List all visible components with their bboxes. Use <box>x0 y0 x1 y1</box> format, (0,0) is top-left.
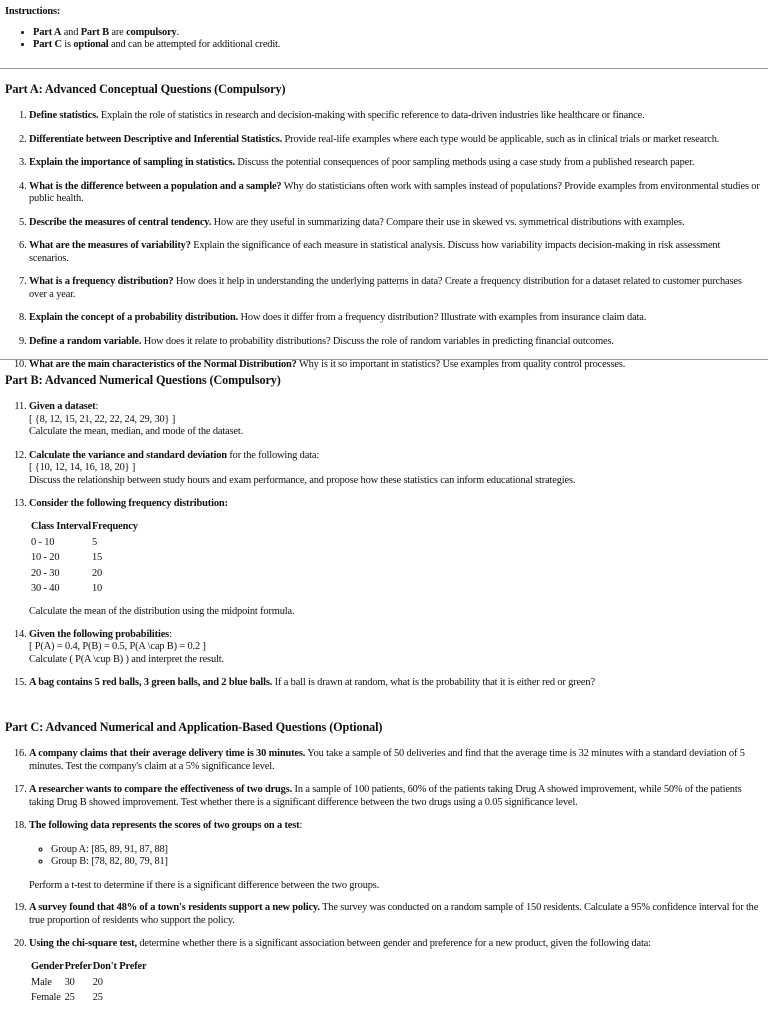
question-item: 13. Consider the following frequency distribution: Class Interval Frequency 0 - 10 5 10 - 20 15 20 - 30 20 30 - 40 10 Calculate the mean of the distribution using the midpoint formula. <box>29 498 762 619</box>
dataset-text: [ {10, 12, 14, 16, 18, 20} ] <box>29 462 136 473</box>
instruction-item: • Part C is optional and can be attempted for additional credit. <box>33 39 745 52</box>
part-b-title: Part B: Advanced Numerical Questions (Compulsory) <box>5 373 281 387</box>
question-item: 14. Given the following probabilities: [ P(A) = 0.4, P(B) = 0.5, P(A \cap B) = 0.2 ] Calculate ( P(A \cup B) ) and interpret the result. <box>29 629 762 667</box>
dataset-text: [ {8, 12, 15, 21, 22, 22, 24, 29, 30} ] <box>29 413 176 425</box>
question-item: 4. What is the difference between a population and a sample? Why do statisticians often work with samples instead of populations? Provide examples from environmental studies or public health. <box>29 181 762 206</box>
table-header: Frequency <box>91 521 138 532</box>
question-item: 16. A company claims that their average delivery time is 30 minutes. You take a sample of 50 deliveries and find that the average time is 32 minutes with a standard deviation of 5 minutes. Test the company's claim at a 5% significance level. <box>29 748 762 773</box>
question-item: 9. Define a random variable. How does it relate to probability distributions? Discuss the role of random variables in predicting financial outcomes. <box>29 336 762 349</box>
part-b-questions <box>5 401 762 690</box>
list-item: ◦ Group A: [85, 89, 91, 87, 88] <box>51 844 762 857</box>
table-header: Prefer <box>64 961 92 972</box>
question-item: 5. Describe the measures of central tendency. How are they useful in summarizing data? Compare their use in skewed vs. symmetrical distributions with examples. <box>29 217 762 230</box>
question-item: 12. Calculate the variance and standard deviation for the following data: [ {10, 12, 14, 16, 18, 20} ] Discuss the relationship between study hours and exam performance, and propose how these statistics can inform educational strategies. <box>29 450 762 488</box>
divider <box>0 68 768 69</box>
contingency-table <box>31 960 147 1007</box>
question-item: 17. A researcher wants to compare the effectiveness of two drugs. In a sample of 100 patients, 60% of the patients taking Drug A showed improvement, while 50% of the patients taking Drug B showed improvement. Test whether there is a significant difference between the two drugs using a 0.05 significance level. <box>29 784 762 809</box>
instructions <box>5 0 745 52</box>
question-item: 6. What are the measures of variability? Explain the significance of each measure in statistical analysis. Discuss how variability impacts decision-making in risk assessment scenarios. <box>29 240 762 265</box>
instruction-item: • Part A and Part B are compulsory. <box>33 27 745 40</box>
question-item: 11. Given a dataset: [ {8, 12, 15, 21, 22, 22, 24, 29, 30} ] Calculate the mean, median, and mode of the dataset. <box>29 401 762 439</box>
question-item: 15. A bag contains 5 red balls, 3 green balls, and 2 blue balls. If a ball is drawn at random, what is the probability that it is either red or green? <box>29 677 762 690</box>
table-header: Don't Prefer <box>92 961 147 972</box>
group-list <box>29 844 762 869</box>
question-item: 3. Explain the importance of sampling in statistics. Discuss the potential consequences of poor sampling methods using a case study from a published research paper. <box>29 157 762 170</box>
question-item: 20. Using the chi-square test, determine whether there is a significant association between gender and preference for a new product, given the following data: Gender Prefer Don't Prefer Male 30 20 Female 25 25 <box>29 938 762 1006</box>
list-item: ◦ Group B: [78, 82, 80, 79, 81] <box>51 856 762 869</box>
question-item: 10. What are the main characteristics of the Normal Distribution? Why is it so important in statistics? Use examples from quality control processes. <box>29 359 762 372</box>
table-row: 30 - 40 10 <box>31 583 103 594</box>
table-row: Female 25 25 <box>31 992 103 1003</box>
table-row: 20 - 30 20 <box>31 567 103 579</box>
part-c-questions <box>5 748 762 1006</box>
part-c-title: Part C: Advanced Numerical and Application-Based Questions (Optional) <box>5 720 383 734</box>
table-row: 0 - 10 5 <box>31 536 98 548</box>
question-item: 2. Differentiate between Descriptive and Inferential Statistics. Provide real-life examples where each type would be applicable, such as in clinical trials or market research. <box>29 134 762 147</box>
table-header-row <box>31 960 147 976</box>
table-header: Class Interval <box>31 521 91 532</box>
question-item: 8. Explain the concept of a probability distribution. How does it differ from a frequency distribution? Illustrate with examples from insurance claim data. <box>29 312 762 325</box>
question-item: 19. A survey found that 48% of a town's residents support a new policy. The survey was conducted on a random sample of 150 residents. Calculate a 95% confidence interval for the true proportion of residents who support the policy. <box>29 902 762 927</box>
divider <box>0 359 768 360</box>
table-row: 10 - 20 15 <box>31 552 103 563</box>
question-item: 18. The following data represents the scores of two groups on a test: ◦ Group A: [85, 89, 91, 87, 88] ◦ Group B: [78, 82, 80, 79, 81] Perform a t-test to determine if there is a significant difference between the two groups. <box>29 820 762 892</box>
instructions-title: Instructions: <box>5 6 61 17</box>
part-a-title: Part A: Advanced Conceptual Questions (Compulsory) <box>5 82 286 96</box>
question-item: 7. What is a frequency distribution? How does it help in understanding the underlying patterns in data? Create a frequency distribution for a dataset related to customer purchases over a year. <box>29 276 762 301</box>
question-item: 1. Define statistics. Explain the role of statistics in research and decision-making with specific reference to data-driven industries like healthcare or finance. <box>29 110 762 123</box>
table-row: Male 30 20 <box>31 976 103 988</box>
frequency-table <box>31 520 139 598</box>
table-header-row <box>31 520 139 536</box>
instructions-list <box>5 27 745 52</box>
part-a-questions <box>5 110 762 372</box>
table-header: Gender <box>31 961 64 972</box>
